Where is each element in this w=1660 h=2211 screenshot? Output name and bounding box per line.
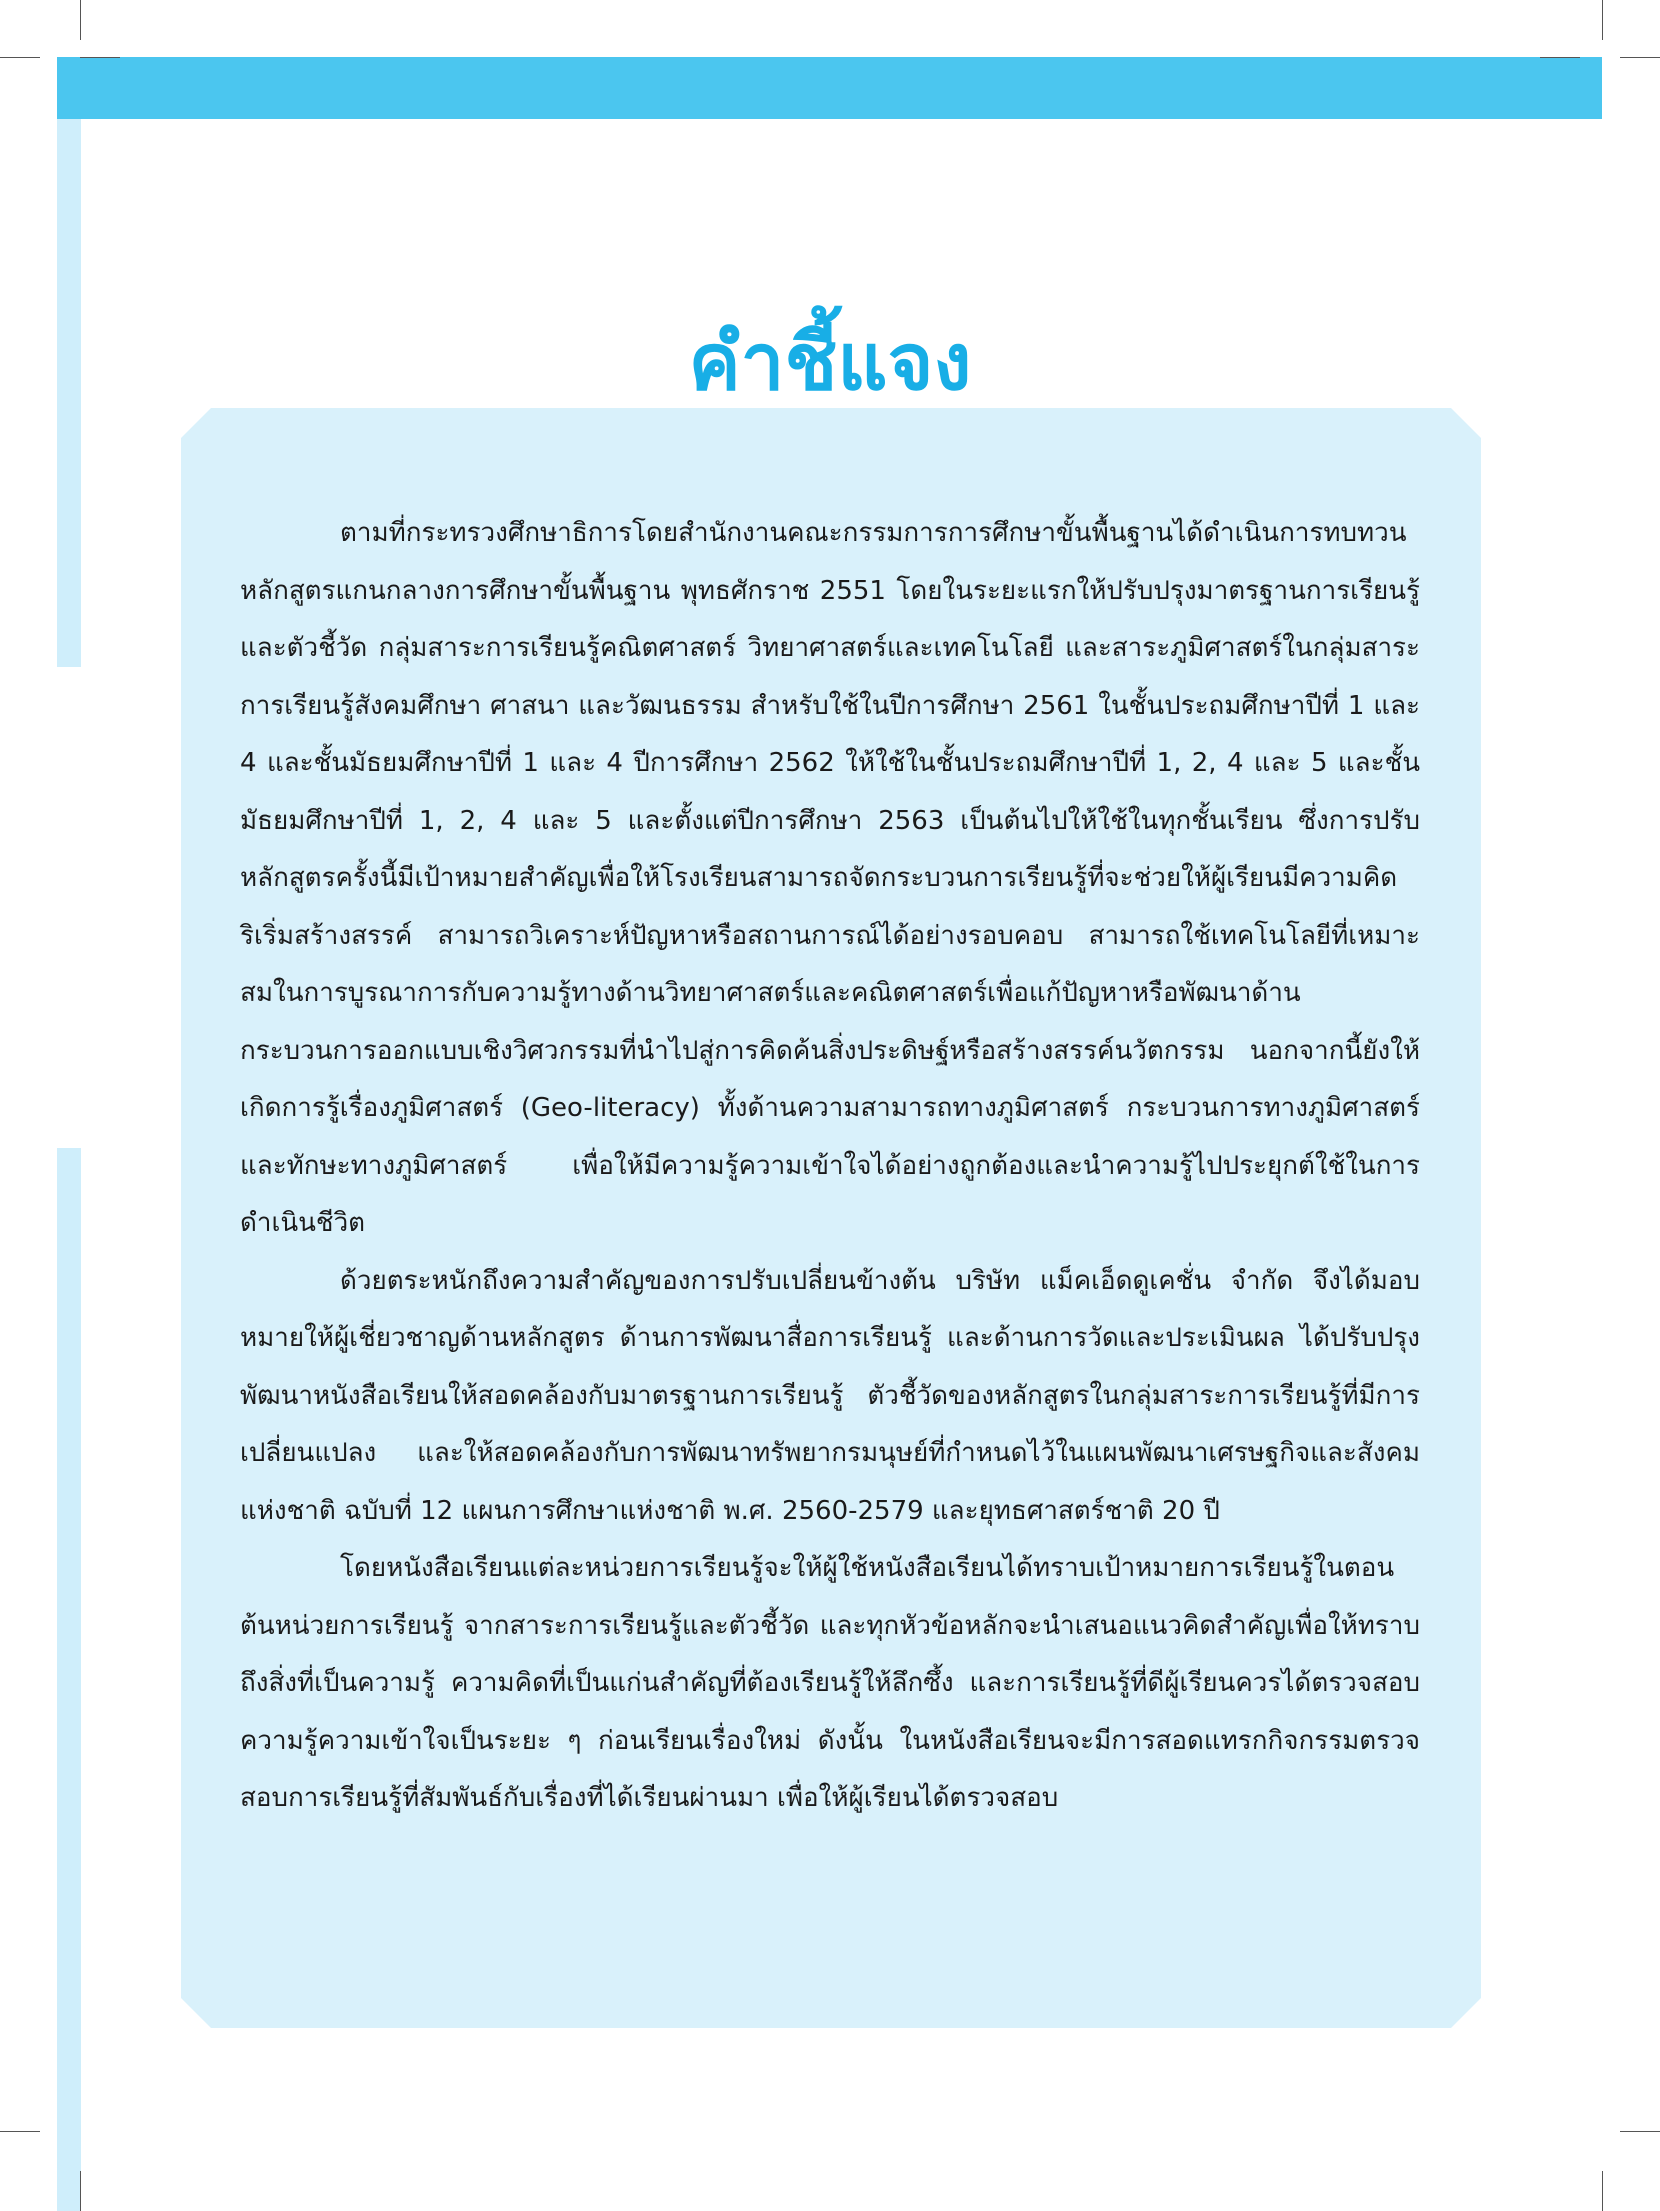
crop-mark <box>1602 0 1603 40</box>
crop-mark <box>80 2171 81 2211</box>
paragraph-3: โดยหนังสือเรียนแต่ละหน่วยการเรียนรู้จะให้ผู้ใช้หนังสือเรียนได้ทราบเป้าหมายการเรียนรู้ในตอนต้นหน่วยการเรียนรู้ จากสาระการเรียนรู้และตัวชี้วัด และทุกหัวข้อหลักจะนำเสนอแนวคิดสำคัญเพื่อให้ทราบถึงสิ่งที่เป็นความรู้ ความคิดที่เป็นแก่นสำคัญที่ต้องเรียนรู้ให้ลึกซึ้ง และการเรียนรู้ที่ดีผู้เรียนควรได้ตรวจสอบความรู้ความเข้าใจเป็นระยะ ๆ ก่อนเรียนเรื่องใหม่ ดังนั้น ในหนังสือเรียนจะมีการสอดแทรกกิจกรรมตรวจสอบการเรียนรู้ที่สัมพันธ์กับเรื่องที่ได้เรียนผ่านมา เพื่อให้ผู้เรียนได้ตรวจสอบ <box>240 1553 1420 1813</box>
crop-mark <box>80 0 81 40</box>
body-text <box>240 505 1420 1828</box>
crop-mark <box>0 2131 40 2132</box>
crop-mark <box>1620 2131 1660 2132</box>
page-title: คำชี้แจง <box>688 318 972 408</box>
crop-mark <box>80 57 120 58</box>
paragraph-1: ตามที่กระทรวงศึกษาธิการโดยสำนักงานคณะกรรมการการศึกษาขั้นพื้นฐานได้ดำเนินการทบทวนหลักสูตรแกนกลางการศึกษาขั้นพื้นฐาน พุทธศักราช 2551 โดยในระยะแรกให้ปรับปรุงมาตรฐานการเรียนรู้และตัวชี้วัด กลุ่มสาระการเรียนรู้คณิตศาสตร์ วิทยาศาสตร์และเทคโนโลยี และสาระภูมิศาสตร์ในกลุ่มสาระการเรียนรู้สังคมศึกษา ศาสนา และวัฒนธรรม สำหรับใช้ในปีการศึกษา 2561 ในชั้นประถมศึกษาปีที่ 1 และ 4 และชั้นมัธยมศึกษาปีที่ 1 และ 4 ปีการศึกษา 2562 ให้ใช้ในชั้นประถมศึกษาปีที่ 1, 2, 4 และ 5 และชั้นมัธยมศึกษาปีที่ 1, 2, 4 และ 5 และตั้งแต่ปีการศึกษา 2563 เป็นต้นไปให้ใช้ในทุกชั้นเรียน ซึ่งการปรับหลักสูตรครั้งนี้มีเป้าหมายสำคัญเพื่อให้โรงเรียนสามารถจัดกระบวนการเรียนรู้ที่จะช่วยให้ผู้เรียนมีความคิดริเริ่มสร้างสรรค์ สามารถวิเคราะห์ปัญหาหรือสถานการณ์ได้อย่างรอบคอบ สามารถใช้เทคโนโลยีที่เหมาะสมในการบูรณาการกับความรู้ทางด้านวิทยาศาสตร์และคณิตศาสตร์เพื่อแก้ปัญหาหรือพัฒนาด้านกระบวนการออกแบบเชิงวิศวกรรมที่นำไปสู่การคิดค้นสิ่งประดิษฐ์หรือสร้างสรรค์นวัตกรรม นอกจากนี้ยังให้เกิดการรู้เรื่องภูมิศาสตร์ (Geo-literacy) ทั้งด้านความสามารถทางภูมิศาสตร์ กระบวนการทางภูมิศาสตร์ และทักษะทางภูมิศาสตร์ เพื่อให้มีความรู้ความเข้าใจได้อย่างถูกต้องและนำความรู้ไปประยุกต์ใช้ในการดำเนินชีวิต <box>240 518 1420 1238</box>
crop-mark <box>1620 57 1660 58</box>
crop-mark <box>0 57 40 58</box>
crop-mark <box>1540 57 1580 58</box>
left-margin-strip-lower <box>57 1148 81 2211</box>
header-bar <box>57 57 1602 119</box>
paragraph-2: ด้วยตระหนักถึงความสำคัญของการปรับเปลี่ยนข้างต้น บริษัท แม็คเอ็ดดูเคชั่น จำกัด จึงได้มอบหมายให้ผู้เชี่ยวชาญด้านหลักสูตร ด้านการพัฒนาสื่อการเรียนรู้ และด้านการวัดและประเมินผล ได้ปรับปรุงพัฒนาหนังสือเรียนให้สอดคล้องกับมาตรฐานการเรียนรู้ ตัวชี้วัดของหลักสูตรในกลุ่มสาระการเรียนรู้ที่มีการเปลี่ยนแปลง และให้สอดคล้องกับการพัฒนาทรัพยากรมนุษย์ที่กำหนดไว้ในแผนพัฒนาเศรษฐกิจและสังคมแห่งชาติ ฉบับที่ 12 แผนการศึกษาแห่งชาติ พ.ศ. 2560-2579 และยุทธศาสตร์ชาติ 20 ปี <box>240 1265 1420 1526</box>
crop-mark <box>1602 2171 1603 2211</box>
